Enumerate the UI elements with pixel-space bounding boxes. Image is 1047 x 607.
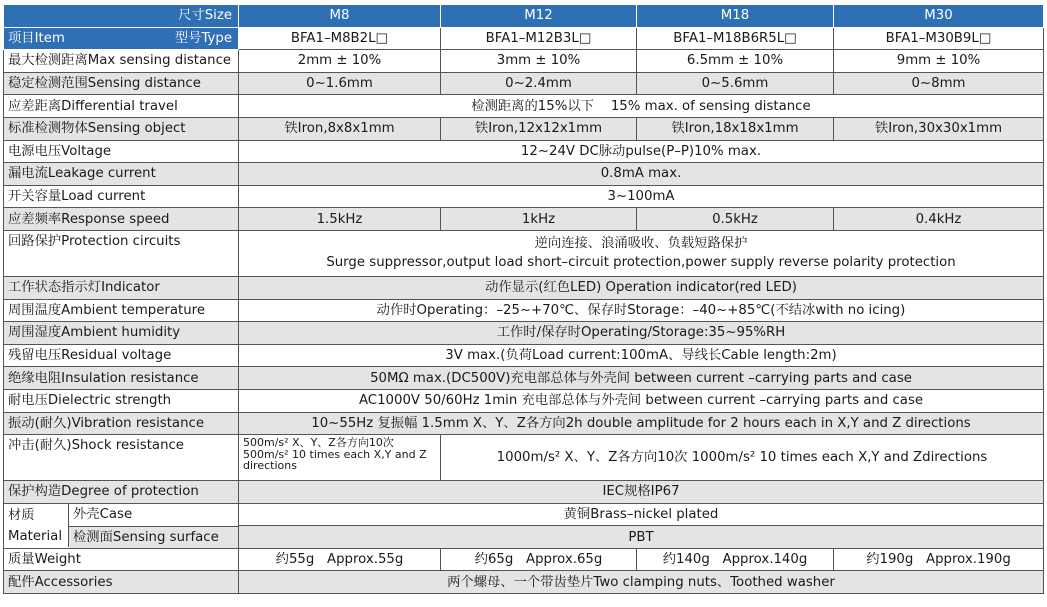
surface-value: PBT [239,526,1044,549]
row-ambient-humidity [4,322,1044,345]
row-voltage [4,140,1044,163]
row-insulation-resistance [4,367,1044,390]
material-label-en: Material [8,529,63,545]
row-shock-resistance [4,435,1044,481]
row-label: 工作状态指示灯Indicator [4,276,239,299]
cell: 6.5mm ± 10% [637,50,834,73]
case-value: 黄铜Brass–nickel plated [239,503,1044,526]
cell: 铁Iron,12x12x1mm [441,117,637,140]
row-label: 应差频率Response speed [4,208,239,231]
size-m18: M18 [637,5,834,27]
row-label: 应差距离Differential travel [4,95,239,118]
cell: 0.8mA max. [239,163,1044,186]
row-response-speed [4,208,1044,231]
cell: 工作时/保存时Operating/Storage:35~95%RH [239,322,1044,345]
protection-line-2: Surge suppressor,output load short–circuit protection,power supply reverse polarity protection [326,255,956,271]
cell: 0.4kHz [834,208,1044,231]
item-label: 项目Item [8,30,65,46]
surface-label: 检测面Sensing surface [69,527,238,549]
cell: 12~24V DC脉动pulse(P–P)10% max. [239,140,1044,163]
spec-table-container [3,5,1043,594]
spec-table [3,5,1044,594]
material-label-cn: 材质 [8,507,35,523]
cell: 检测距离的15%以下 15% max. of sensing distance [239,95,1044,118]
row-label: 标准检测物体Sensing object [4,117,239,140]
cell: 两个螺母、一个带齿垫片Two clamping nuts、Toothed washer [239,571,1044,594]
row-label: 绝缘电阻Insulation resistance [4,367,239,390]
row-sensing-object [4,117,1044,140]
row-label: 周围温度Ambient temperature [4,299,239,322]
row-protection-circuits [4,230,1044,276]
cell: 50MΩ max.(DC500V)充电部总体与外壳间 between current –carrying parts and case [239,367,1044,390]
material-title [4,504,69,547]
cell: 3~100mA [239,185,1044,208]
row-weight [4,548,1044,571]
case-label: 外壳Case [69,504,238,527]
material-label-cell [4,503,239,548]
cell: 3mm ± 10% [441,50,637,73]
cell: 约190g Approx.190g [834,548,1044,571]
row-material [4,503,1044,526]
row-label: 振动(耐久)Vibration resistance [4,412,239,435]
cell: 1kHz [441,208,637,231]
row-label: 稳定检测范围Sensing distance [4,72,239,95]
cell: 10~55Hz 复振幅 1.5mm X、Y、Z各方向2h double amplitude for 2 hours each in X,Y and Z directions [239,412,1044,435]
cell: 铁Iron,18x18x1mm [637,117,834,140]
row-label: 耐电压Dielectric strength [4,389,239,412]
protection-line-1: 逆向连接、浪涌吸收、负载短路保护 [534,236,748,252]
row-label: 周围湿度Ambient humidity [4,322,239,345]
material-sublabels [69,504,238,547]
cell: 铁Iron,8x8x1mm [239,117,441,140]
model-m18: BFA1–M18B6R5L□ [637,27,834,50]
cell: 动作时Operating：–25~+70℃、保存时Storage：–40~+85℃(不结冰with no icing) [239,299,1044,322]
row-label: 最大检测距离Max sensing distance [4,50,239,73]
cell: 约65g Approx.65g [441,548,637,571]
row-label: 漏电流Leakage current [4,163,239,186]
size-label: 尺寸Size [4,5,239,27]
cell: 9mm ± 10% [834,50,1044,73]
row-label: 冲击(耐久)Shock resistance [4,435,239,481]
type-label: 型号Type [174,30,232,46]
row-label: 电源电压Voltage [4,140,239,163]
item-type-header [4,27,239,50]
row-label: 回路保护Protection circuits [4,230,239,276]
model-m8: BFA1–M8B2L□ [239,27,441,50]
size-m8: M8 [239,5,441,27]
row-indicator [4,276,1044,299]
row-dielectric-strength [4,389,1044,412]
model-m12: BFA1–M12B3L□ [441,27,637,50]
header-row-size [4,5,1044,27]
row-accessories [4,571,1044,594]
row-label: 开关容量Load current [4,185,239,208]
cell: 0~5.6mm [637,72,834,95]
model-m30: BFA1–M30B9L□ [834,27,1044,50]
size-m30: M30 [834,5,1044,27]
cell: 约55g Approx.55g [239,548,441,571]
cell: 动作显示(红色LED) Operation indicator(red LED) [239,276,1044,299]
cell: 约140g Approx.140g [637,548,834,571]
cell: 1000m/s² X、Y、Z各方向10次 1000m/s² 10 times each X,Y and Zdirections [441,435,1044,481]
cell: IEC规格IP67 [239,481,1044,504]
row-residual-voltage [4,344,1044,367]
row-degree-protection [4,481,1044,504]
shock-small-note: 500m/s² X、Y、Z各方向10次 500m/s² 10 times each X,Y and Z directions [239,435,441,481]
row-label: 保护构造Degree of protection [4,481,239,504]
cell: AC1000V 50/60Hz 1min 充电部总体与外壳间 between current –carrying parts and case [239,389,1044,412]
cell: 2mm ± 10% [239,50,441,73]
cell: 0~1.6mm [239,72,441,95]
row-sensing-distance [4,72,1044,95]
row-differential-travel [4,95,1044,118]
cell: 1.5kHz [239,208,441,231]
row-ambient-temperature [4,299,1044,322]
cell: 0.5kHz [637,208,834,231]
row-leakage [4,163,1044,186]
cell: 铁Iron,30x30x1mm [834,117,1044,140]
cell: 0~2.4mm [441,72,637,95]
row-label: 配件Accessories [4,571,239,594]
row-vibration-resistance [4,412,1044,435]
header-row-type [4,27,1044,50]
cell [239,230,1044,276]
size-m12: M12 [441,5,637,27]
cell: 0~8mm [834,72,1044,95]
row-load-current [4,185,1044,208]
row-label: 残留电压Residual voltage [4,344,239,367]
cell: 3V max.(负荷Load current:100mA、导线长Cable length:2m) [239,344,1044,367]
row-max-distance [4,50,1044,73]
row-label: 质量Weight [4,548,239,571]
